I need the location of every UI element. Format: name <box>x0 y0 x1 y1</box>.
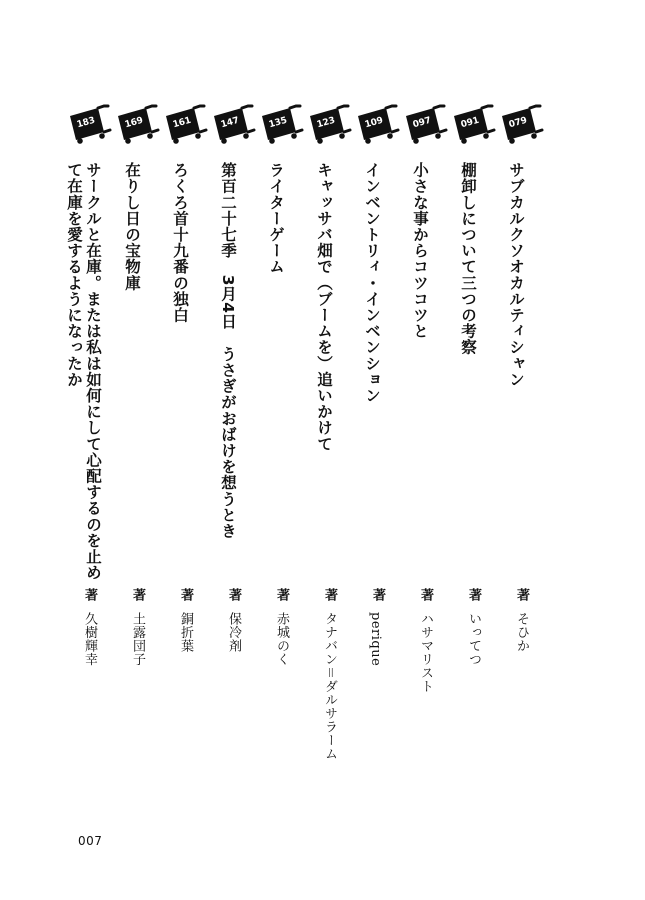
cart-icon <box>260 104 304 144</box>
page-ref: 161 <box>171 115 193 131</box>
story-title: 第百二十七季 3月4日 うさぎがおばけを想うとき <box>219 162 237 539</box>
author-name: いってつ <box>466 612 481 666</box>
author-mark: 著 <box>226 588 241 601</box>
author-name: ハサマリスト <box>418 612 433 693</box>
story-title: サブカルクソオカルティシャン <box>507 162 525 388</box>
toc-entry-135 <box>260 0 304 900</box>
author-name: 保冷剤 <box>226 612 241 653</box>
author-name: 銅折葉 <box>178 612 193 653</box>
author-name: タナバン＝ダルサラーム <box>322 612 337 761</box>
cart-icon <box>356 104 400 144</box>
author-name: perique <box>368 612 383 667</box>
author-mark: 著 <box>178 588 193 601</box>
story-title: 棚卸しについて三つの考察 <box>459 162 477 356</box>
page-ref: 091 <box>459 115 481 131</box>
cart-icon <box>212 104 256 144</box>
toc-entry-169 <box>116 0 160 900</box>
page-ref: 097 <box>411 115 433 131</box>
cart-icon <box>500 104 544 144</box>
toc-entry-109 <box>356 0 400 900</box>
story-title: ろくろ首十九番の独白 <box>171 162 189 323</box>
author-mark: 著 <box>466 588 481 601</box>
toc-entry-079 <box>500 0 544 900</box>
toc-entry-097 <box>404 0 448 900</box>
cart-icon <box>68 104 112 144</box>
author-mark: 著 <box>130 588 145 601</box>
story-title: サークルと在庫。または私は如何にして心配するのを止めて在庫を愛するようになったか <box>65 162 102 581</box>
story-title: キャッサバ畑で（ブームを）追いかけて <box>315 162 333 452</box>
page-ref: 123 <box>315 115 337 131</box>
page-ref: 109 <box>363 115 385 131</box>
page-ref: 079 <box>507 115 529 131</box>
author-mark: 著 <box>370 588 385 601</box>
cart-icon <box>116 104 160 144</box>
page-number: 007 <box>78 834 103 848</box>
author-name: そひか <box>514 612 529 653</box>
story-title: ライターゲーム <box>267 162 285 275</box>
story-title: 在りし日の宝物庫 <box>123 162 141 291</box>
page-ref: 147 <box>219 115 241 131</box>
cart-icon <box>308 104 352 144</box>
author-mark: 著 <box>274 588 289 601</box>
page-ref: 183 <box>75 115 97 131</box>
author-mark: 著 <box>322 588 337 601</box>
author-mark: 著 <box>418 588 433 601</box>
author-name: 土露団子 <box>130 612 145 666</box>
page-ref: 169 <box>123 115 145 131</box>
author-mark: 著 <box>82 588 97 601</box>
author-name: 久樹輝幸 <box>82 612 97 666</box>
toc-entry-161 <box>164 0 208 900</box>
author-name: 赤城のく <box>274 612 289 666</box>
toc-entry-147 <box>212 0 256 900</box>
story-title: 小さな事からコツコツと <box>411 162 429 340</box>
toc-entry-123 <box>308 0 352 900</box>
story-title: インベントリィ・インベンション <box>363 162 381 404</box>
page-ref: 135 <box>267 115 289 131</box>
toc-entry-091 <box>452 0 496 900</box>
author-mark: 著 <box>514 588 529 601</box>
toc-entry-183 <box>65 0 112 900</box>
cart-icon <box>404 104 448 144</box>
cart-icon <box>164 104 208 144</box>
cart-icon <box>452 104 496 144</box>
